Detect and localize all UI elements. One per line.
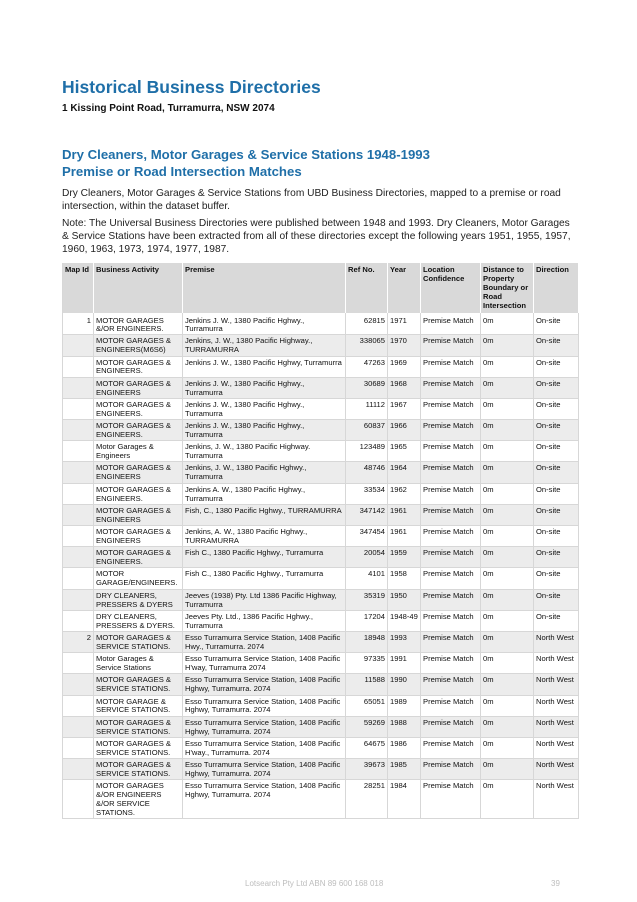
table-row [63,780,579,819]
col-header-business-activity: Business Activity [94,263,183,313]
location-confidence-cell: Premise Match [421,589,481,610]
ref-no-cell: 33534 [346,483,388,504]
map-id-cell [63,610,94,631]
page-title: Historical Business Directories [62,77,321,97]
location-confidence-cell: Premise Match [421,483,481,504]
business-activity-cell: MOTOR GARAGES & SERVICE STATIONS. [94,674,183,695]
premise-cell: Jenkins, A. W., 1380 Pacific Hghwy., TURRAMURRA [183,526,346,547]
col-header-distance: Distance to Property Boundary or Road Intersection [481,263,534,313]
premise-cell: Jenkins, J. W., 1380 Pacific Highway. Turramurra [183,441,346,462]
year-cell: 1968 [388,377,421,398]
direction-cell: North West [534,653,579,674]
year-cell: 1965 [388,441,421,462]
ref-no-cell: 11588 [346,674,388,695]
location-confidence-cell: Premise Match [421,610,481,631]
premise-cell: Jenkins A. W., 1380 Pacific Hghwy., Turramurra [183,483,346,504]
map-id-cell [63,420,94,441]
premise-cell: Fish C., 1380 Pacific Hghwy., Turramurra [183,568,346,589]
ref-no-cell: 64675 [346,737,388,758]
map-id-cell [63,462,94,483]
table-row [63,420,579,441]
col-header-location-confidence: Location Confidence [421,263,481,313]
premise-cell: Jenkins J. W., 1380 Pacific Hghwy., Turramurra [183,398,346,419]
year-cell: 1961 [388,504,421,525]
year-cell: 1985 [388,759,421,780]
premise-cell: Fish C., 1380 Pacific Hghwy., Turramurra [183,547,346,568]
direction-cell: North West [534,737,579,758]
direction-cell: On-site [534,483,579,504]
direction-cell: On-site [534,568,579,589]
location-confidence-cell: Premise Match [421,526,481,547]
ref-no-cell: 97335 [346,653,388,674]
table-row [63,504,579,525]
distance-cell: 0m [481,631,534,652]
premise-cell: Esso Turramurra Service Station, 1408 Pacific H'way., Turramurra. 2074 [183,737,346,758]
year-cell: 1993 [388,631,421,652]
business-activity-cell: Motor Garages & Engineers [94,441,183,462]
business-activity-cell: MOTOR GARAGES & ENGINEERS. [94,420,183,441]
year-cell: 1986 [388,737,421,758]
year-cell: 1950 [388,589,421,610]
map-id-cell [63,398,94,419]
premise-cell: Jenkins J. W., 1380 Pacific Hghwy., Turramurra [183,377,346,398]
year-cell: 1959 [388,547,421,568]
ref-no-cell: 59269 [346,716,388,737]
business-activity-cell: MOTOR GARAGES & ENGINEERS. [94,356,183,377]
year-cell: 1989 [388,695,421,716]
premise-cell: Jeeves (1938) Pty. Ltd 1386 Pacific Highway, Turramurra [183,589,346,610]
ref-no-cell: 30689 [346,377,388,398]
year-cell: 1988 [388,716,421,737]
business-activity-cell: MOTOR GARAGES & ENGINEERS. [94,483,183,504]
direction-cell: North West [534,695,579,716]
premise-cell: Esso Turramurra Service Station, 1408 Pacific Hghwy, Turramurra. 2074 [183,674,346,695]
location-confidence-cell: Premise Match [421,631,481,652]
table-row [63,441,579,462]
table-row [63,631,579,652]
map-id-cell [63,526,94,547]
table-row [63,674,579,695]
distance-cell: 0m [481,356,534,377]
footer-page-number: 39 [551,879,560,888]
business-activity-cell: MOTOR GARAGES &/OR ENGINEERS &/OR SERVICE STATIONS. [94,780,183,819]
section-title-line-1: Dry Cleaners, Motor Garages & Service Stations 1948-1993 [62,147,430,162]
direction-cell: On-site [534,313,579,335]
premise-cell: Esso Turramurra Service Station, 1408 Pacific Hghwy, Turramurra. 2074 [183,716,346,737]
year-cell: 1969 [388,356,421,377]
ref-no-cell: 62815 [346,313,388,335]
location-confidence-cell: Premise Match [421,759,481,780]
distance-cell: 0m [481,780,534,819]
ref-no-cell: 123489 [346,441,388,462]
table-row [63,737,579,758]
map-id-cell [63,589,94,610]
direction-cell: On-site [534,398,579,419]
premise-cell: Fish, C., 1380 Pacific Hghwy., TURRAMURRA [183,504,346,525]
table-row [63,547,579,568]
location-confidence-cell: Premise Match [421,420,481,441]
distance-cell: 0m [481,674,534,695]
map-id-cell: 2 [63,631,94,652]
business-activity-cell: MOTOR GARAGES & ENGINEERS [94,526,183,547]
premise-cell: Jenkins J. W., 1380 Pacific Hghwy, Turramurra [183,356,346,377]
year-cell: 1970 [388,335,421,356]
distance-cell: 0m [481,737,534,758]
map-id-cell [63,695,94,716]
distance-cell: 0m [481,441,534,462]
premise-cell: Jenkins J. W., 1380 Pacific Hghwy., Turramurra [183,420,346,441]
col-header-direction: Direction [534,263,579,313]
direction-cell: On-site [534,610,579,631]
location-confidence-cell: Premise Match [421,737,481,758]
col-header-map-id: Map Id [63,263,94,313]
premise-cell: Jenkins J. W., 1380 Pacific Hghwy., Turramurra [183,313,346,335]
table-row [63,716,579,737]
ref-no-cell: 347142 [346,504,388,525]
map-id-cell: 1 [63,313,94,335]
direction-cell: On-site [534,547,579,568]
location-confidence-cell: Premise Match [421,335,481,356]
year-cell: 1964 [388,462,421,483]
location-confidence-cell: Premise Match [421,462,481,483]
business-activity-cell: MOTOR GARAGES & ENGINEERS [94,462,183,483]
premise-cell: Jenkins, J. W., 1380 Pacific Hghwy., Turramurra [183,462,346,483]
map-id-cell [63,759,94,780]
table-row [63,695,579,716]
location-confidence-cell: Premise Match [421,377,481,398]
direction-cell: North West [534,759,579,780]
direction-cell: On-site [534,504,579,525]
business-activity-cell: MOTOR GARAGES & ENGINEERS [94,377,183,398]
ref-no-cell: 338065 [346,335,388,356]
table-row [63,462,579,483]
location-confidence-cell: Premise Match [421,441,481,462]
year-cell: 1948-49 [388,610,421,631]
business-activity-cell: MOTOR GARAGES & SERVICE STATIONS. [94,631,183,652]
business-activity-cell: Motor Garages & Service Stations [94,653,183,674]
ref-no-cell: 17204 [346,610,388,631]
ref-no-cell: 35319 [346,589,388,610]
location-confidence-cell: Premise Match [421,695,481,716]
premise-cell: Esso Turramurra Service Station, 1408 Pacific Hghwy, Turramurra. 2074 [183,780,346,819]
direction-cell: On-site [534,589,579,610]
year-cell: 1966 [388,420,421,441]
premise-cell: Esso Turramurra Service Station, 1408 Pacific Hghwy, Turramurra. 2074 [183,695,346,716]
business-activity-cell: MOTOR GARAGES & ENGINEERS [94,504,183,525]
distance-cell: 0m [481,589,534,610]
location-confidence-cell: Premise Match [421,568,481,589]
direction-cell: On-site [534,377,579,398]
map-id-cell [63,547,94,568]
table-row [63,759,579,780]
table-header-row [63,263,579,313]
map-id-cell [63,504,94,525]
distance-cell: 0m [481,377,534,398]
distance-cell: 0m [481,420,534,441]
business-activity-cell: MOTOR GARAGE/ENGINEERS. [94,568,183,589]
direction-cell: North West [534,780,579,819]
map-id-cell [63,483,94,504]
table-row [63,313,579,335]
map-id-cell [63,356,94,377]
business-activity-cell: MOTOR GARAGES & SERVICE STATIONS. [94,737,183,758]
location-confidence-cell: Premise Match [421,504,481,525]
col-header-year: Year [388,263,421,313]
location-confidence-cell: Premise Match [421,653,481,674]
col-header-ref-no: Ref No. [346,263,388,313]
distance-cell: 0m [481,759,534,780]
map-id-cell [63,737,94,758]
table-row [63,398,579,419]
location-confidence-cell: Premise Match [421,547,481,568]
year-cell: 1967 [388,398,421,419]
distance-cell: 0m [481,653,534,674]
table-row [63,568,579,589]
map-id-cell [63,780,94,819]
ref-no-cell: 18948 [346,631,388,652]
ref-no-cell: 20054 [346,547,388,568]
direction-cell: North West [534,716,579,737]
distance-cell: 0m [481,398,534,419]
ref-no-cell: 347454 [346,526,388,547]
map-id-cell [63,716,94,737]
business-activity-cell: DRY CLEANERS, PRESSERS & DYERS. [94,610,183,631]
site-address: 1 Kissing Point Road, Turramurra, NSW 2074 [62,103,275,114]
year-cell: 1990 [388,674,421,695]
table-row [63,356,579,377]
business-activity-cell: MOTOR GARAGE & SERVICE STATIONS. [94,695,183,716]
map-id-cell [63,674,94,695]
distance-cell: 0m [481,695,534,716]
distance-cell: 0m [481,610,534,631]
table-row [63,526,579,547]
business-activity-cell: MOTOR GARAGES & ENGINEERS(M6S6) [94,335,183,356]
location-confidence-cell: Premise Match [421,780,481,819]
direction-cell: On-site [534,526,579,547]
premise-cell: Jenkins, J. W., 1380 Pacific Highway., TURRAMURRA [183,335,346,356]
direction-cell: On-site [534,462,579,483]
footer-company: Lotsearch Pty Ltd ABN 89 600 168 018 [245,879,384,888]
distance-cell: 0m [481,547,534,568]
table-body [63,313,579,819]
year-cell: 1961 [388,526,421,547]
premise-cell: Esso Turramurra Service Station, 1408 Pacific Hwy., Turramurra. 2074 [183,631,346,652]
ref-no-cell: 48746 [346,462,388,483]
location-confidence-cell: Premise Match [421,313,481,335]
ref-no-cell: 65051 [346,695,388,716]
business-activity-cell: DRY CLEANERS, PRESSERS & DYERS [94,589,183,610]
ref-no-cell: 28251 [346,780,388,819]
direction-cell: North West [534,631,579,652]
section-description: Dry Cleaners, Motor Garages & Service Stations from UBD Business Directories, mapped to a premise or road intersection, within the dataset buffer. [62,188,561,212]
year-cell: 1984 [388,780,421,819]
ref-no-cell: 39673 [346,759,388,780]
directory-table [62,263,579,819]
table-row [63,653,579,674]
col-header-premise: Premise [183,263,346,313]
ref-no-cell: 11112 [346,398,388,419]
location-confidence-cell: Premise Match [421,674,481,695]
year-cell: 1958 [388,568,421,589]
premise-cell: Jeeves Pty. Ltd., 1386 Pacific Hghwy., Turramurra [183,610,346,631]
section-title [62,147,430,180]
ref-no-cell: 60837 [346,420,388,441]
map-id-cell [63,568,94,589]
year-cell: 1962 [388,483,421,504]
premise-cell: Esso Turramurra Service Station, 1408 Pacific H'way, Turramurra 2074 [183,653,346,674]
business-activity-cell: MOTOR GARAGES & ENGINEERS. [94,547,183,568]
distance-cell: 0m [481,483,534,504]
section-title-line-2: Premise or Road Intersection Matches [62,163,302,179]
direction-cell: On-site [534,420,579,441]
direction-cell: On-site [534,356,579,377]
direction-cell: On-site [534,441,579,462]
premise-cell: Esso Turramurra Service Station, 1408 Pacific Hghwy, Turramurra. 2074 [183,759,346,780]
distance-cell: 0m [481,716,534,737]
distance-cell: 0m [481,526,534,547]
direction-cell: North West [534,674,579,695]
ref-no-cell: 47263 [346,356,388,377]
map-id-cell [63,335,94,356]
business-activity-cell: MOTOR GARAGES & SERVICE STATIONS. [94,716,183,737]
year-cell: 1991 [388,653,421,674]
table-row [63,589,579,610]
distance-cell: 0m [481,568,534,589]
map-id-cell [63,377,94,398]
distance-cell: 0m [481,462,534,483]
table-row [63,483,579,504]
business-activity-cell: MOTOR GARAGES &/OR ENGINEERS. [94,313,183,335]
direction-cell: On-site [534,335,579,356]
distance-cell: 0m [481,335,534,356]
map-id-cell [63,441,94,462]
distance-cell: 0m [481,504,534,525]
table-row [63,377,579,398]
year-cell: 1971 [388,313,421,335]
business-activity-cell: MOTOR GARAGES & ENGINEERS. [94,398,183,419]
table-row [63,335,579,356]
distance-cell: 0m [481,313,534,335]
table-row [63,610,579,631]
ref-no-cell: 4101 [346,568,388,589]
location-confidence-cell: Premise Match [421,398,481,419]
business-activity-cell: MOTOR GARAGES & SERVICE STATIONS. [94,759,183,780]
map-id-cell [63,653,94,674]
location-confidence-cell: Premise Match [421,716,481,737]
section-note: Note: The Universal Business Directories were published between 1948 and 1993. Dry Cleaners, Motor Garages & Service Stations have been extracted from all of these directories except the following years 1951, 1955, 1957, 1960, 1963, 1973, 1974, 1977, 1987. [62,218,571,255]
location-confidence-cell: Premise Match [421,356,481,377]
